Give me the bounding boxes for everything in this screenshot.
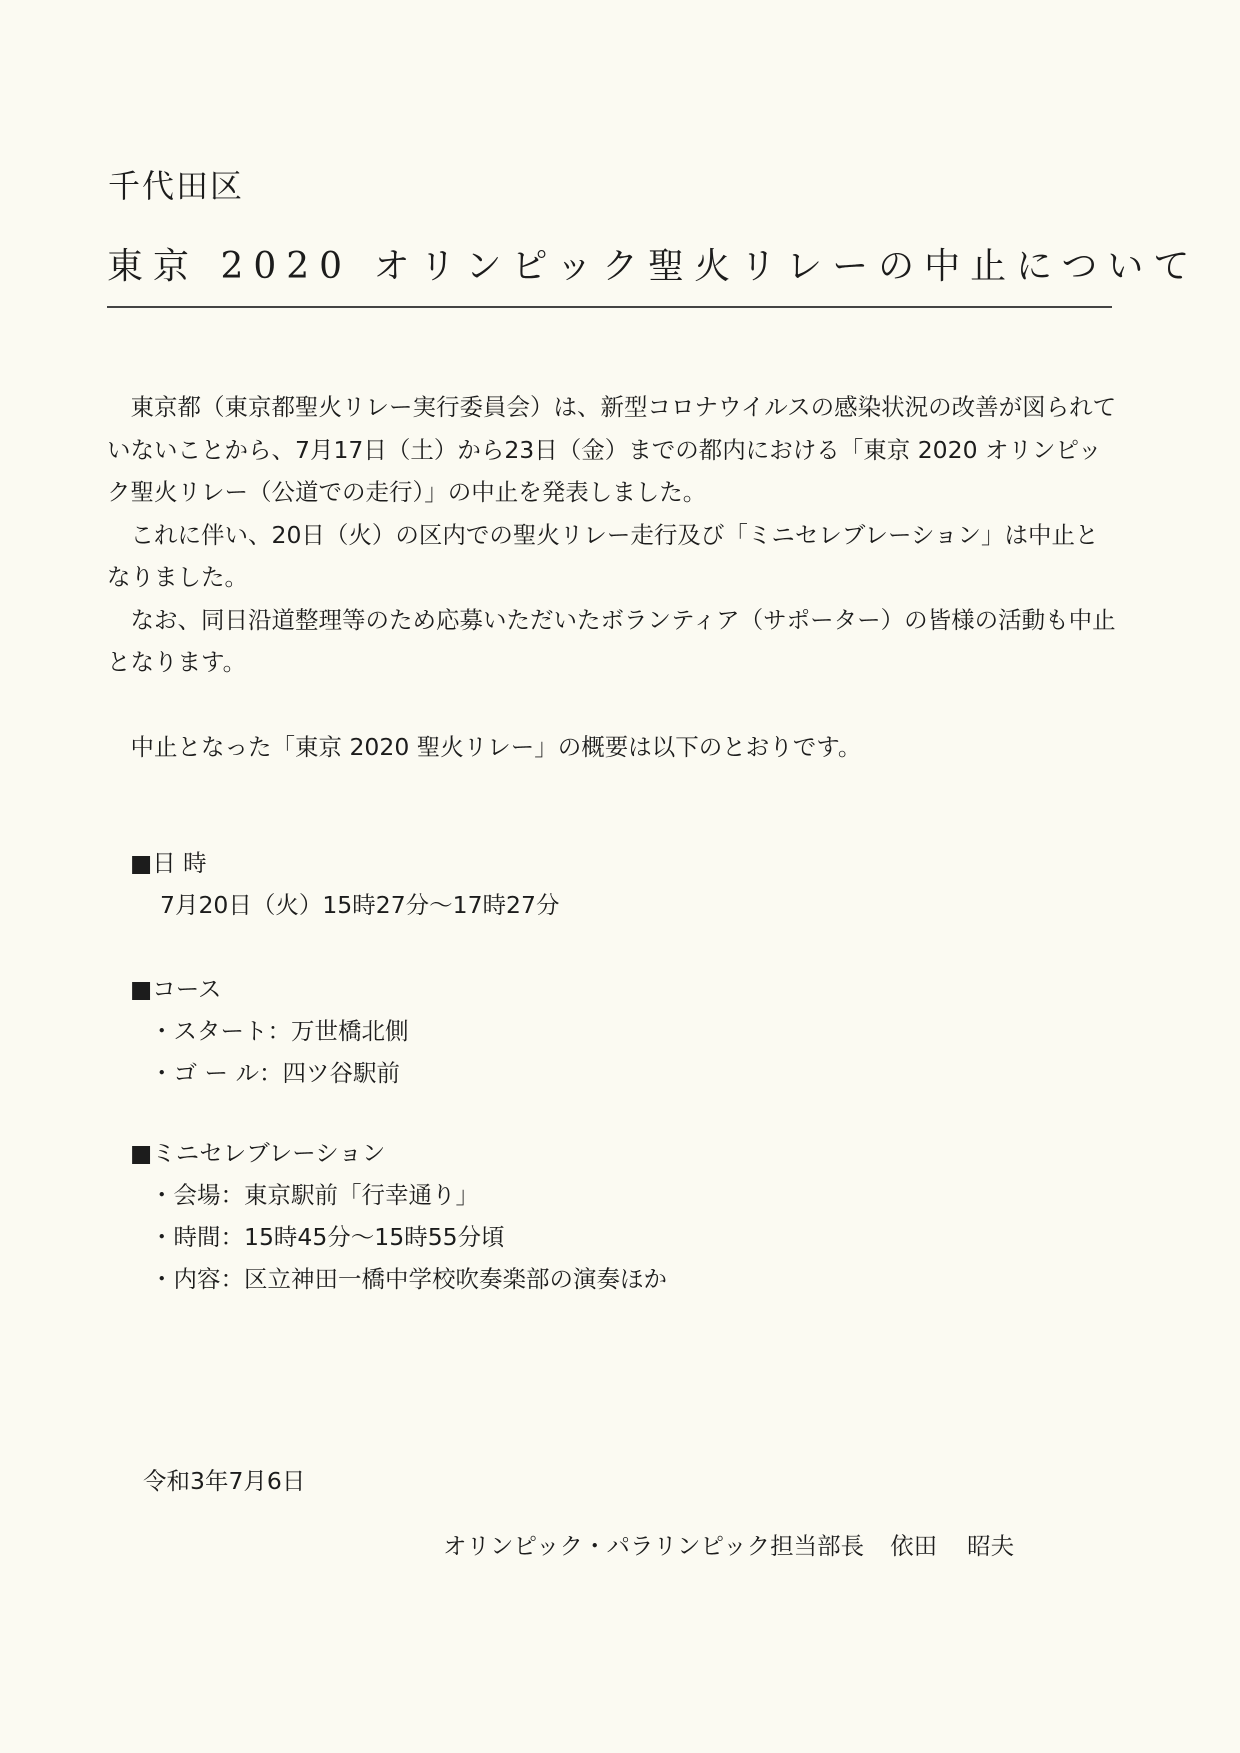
- organization-name: 千代田区: [108, 167, 245, 205]
- section-date-value: 7月20日（火）15時27分～17時27分: [160, 891, 560, 919]
- section-course: [130, 968, 409, 1094]
- paragraph-cancellation: これに伴い、20日（火）の区内での聖火リレー走行及び「ミニセレブレーション」は中止となりました。: [107, 520, 1099, 591]
- section-date-heading: ■日 時: [130, 849, 207, 877]
- signer-given-name: 昭夫: [967, 1532, 1015, 1560]
- summary-lead: 中止となった「東京 2020 聖火リレー」の概要は以下のとおりです。: [130, 732, 862, 761]
- title-underline: [107, 306, 1112, 308]
- course-goal: ・ゴ ー ル：四ツ谷駅前: [150, 1059, 400, 1087]
- celebration-time: ・時間：15時45分～15時55分頃: [150, 1223, 505, 1251]
- document-title: 東京 2020 オリンピック聖火リレーの中止について: [107, 246, 1200, 287]
- paragraph-volunteers: なお、同日沿道整理等のため応募いただいたボランティア（サポーター）の皆様の活動も中止となります。: [107, 605, 1116, 676]
- paragraph-announcement: 東京都（東京都聖火リレー実行委員会）は、新型コロナウイルスの感染状況の改善が図られていないことから、7月17日（土）から23日（金）までの都内における「東京 2020 オリンピック聖火リレー（公道での走行）」の中止を発表しました。: [107, 393, 1117, 506]
- course-start: ・スタート：万世橋北側: [150, 1017, 409, 1045]
- signer-family-name: 依田: [890, 1532, 938, 1560]
- body-text: [107, 386, 1117, 768]
- celebration-venue: ・会場：東京駅前「行幸通り」: [150, 1181, 479, 1209]
- issue-date: 令和3年7月6日: [143, 1467, 306, 1495]
- section-date: [130, 842, 559, 926]
- signer-title: オリンピック・パラリンピック担当部長: [443, 1532, 865, 1560]
- celebration-content: ・内容：区立神田一橋中学校吹奏楽部の演奏ほか: [150, 1265, 667, 1293]
- section-celebration: [130, 1132, 667, 1300]
- section-celebration-heading: ■ミニセレブレーション: [130, 1139, 386, 1167]
- section-course-heading: ■コース: [130, 975, 222, 1003]
- signer: [443, 1528, 1014, 1564]
